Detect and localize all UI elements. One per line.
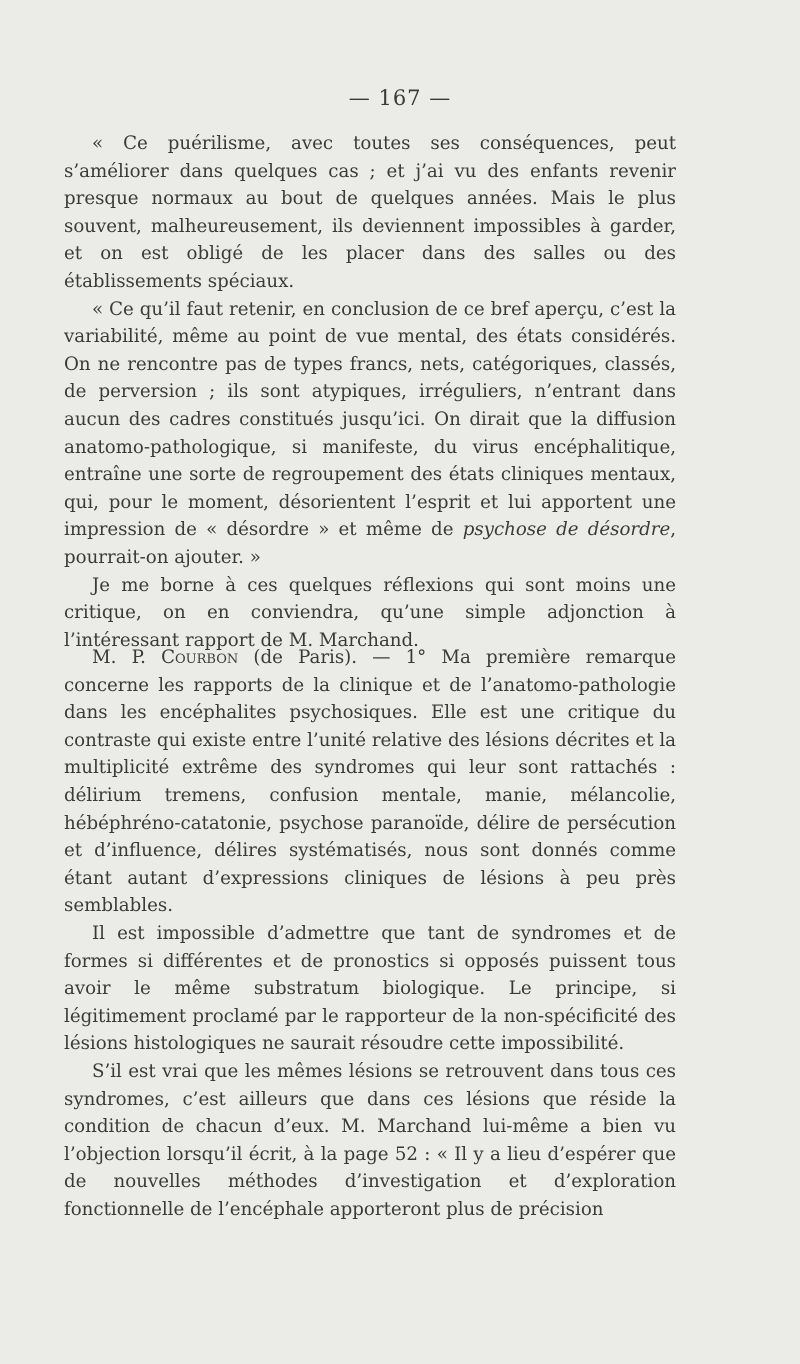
paragraph-text: , pourrait-on ajouter. » xyxy=(64,519,677,568)
paragraph: « Ce puérilisme, avec toutes ses conséquences, peut s’améliorer dans quelques cas ; et j’ai vu des enfants revenir presque normaux au bout de quelques années. Mais le plus souvent, malheureusement, ils deviennent impossibles à garder, et on est obligé de les placer dans des salles ou des établissements spéciaux. xyxy=(64,133,676,292)
text-section-1 xyxy=(64,130,676,654)
text-section-2 xyxy=(64,644,676,1223)
paragraph: S’il est vrai que les mêmes lésions se retrouvent dans tous ces syndromes, c’est ailleurs que dans ces lésions que réside la condition de chacun d’eux. M. Marchand lui-même a bien vu l’objection lorsqu’il écrit, à la page 52 : « Il y a lieu d’espérer que de nouvelles méthodes d’investigation et d’exploration fonctionnelle de l’encéphale apporteront plus de précision xyxy=(64,1060,676,1220)
paragraph-text: (de Paris). — 1° Ma première remarque concerne les rapports de la clinique et de l’anatomo-pathologie dans les encéphalites psychosiques. Elle est une critique du contraste qui existe entre l’unité relative des lésions décrites et la multiplicité extrême des syndromes qui leur sont rattachés : délirium tremens, confusion mentale, manie, mélancolie, hébéphréno-catatonie, psychose paranoïde, délire de persécution et d’influence, délires systématisés, nous sont donnés comme étant autant d’expressions cliniques de lésions à peu près semblables. xyxy=(64,647,676,917)
speaker-prefix: M. P. xyxy=(92,647,162,668)
italic-phrase: psychose de désordre xyxy=(462,519,671,541)
paragraph-text: « Ce qu’il faut retenir, en conclusion de ce bref aperçu, c’est la variabilité, même au point de vue mental, des états considérés. On ne rencontre pas de types francs, nets, catégoriques, classés, de perversion ; ils sont atypiques, irréguliers, n’entrant dans aucun des cadres constitués jusqu’ici. On dirait que la diffusion anatomo-pathologique, si manifeste, du virus encéphalitique, entraîne une sorte de regroupement des états cliniques mentaux, qui, pour le moment, désorientent l’esprit et lui apportent une impression de « désordre » et même de xyxy=(64,298,676,541)
paragraph: Je me borne à ces quelques réflexions qui sont moins une critique, on en conviendra, qu’une simple adjonction à l’intéressant rapport de M. Marchand. xyxy=(64,574,676,651)
paragraph xyxy=(64,644,676,920)
paragraph xyxy=(64,296,676,572)
paragraph: Il est impossible d’admettre que tant de syndromes et de formes si différentes et de pronostics si opposés puissent tous avoir le même substratum biologique. Le principe, si légitimement proclamé par le rapporteur de la non-spécificité des lésions histologiques ne saurait résoudre cette impossibilité. xyxy=(64,922,676,1055)
speaker-name: Courbon xyxy=(161,647,239,668)
page-number: — 167 — xyxy=(348,86,452,110)
